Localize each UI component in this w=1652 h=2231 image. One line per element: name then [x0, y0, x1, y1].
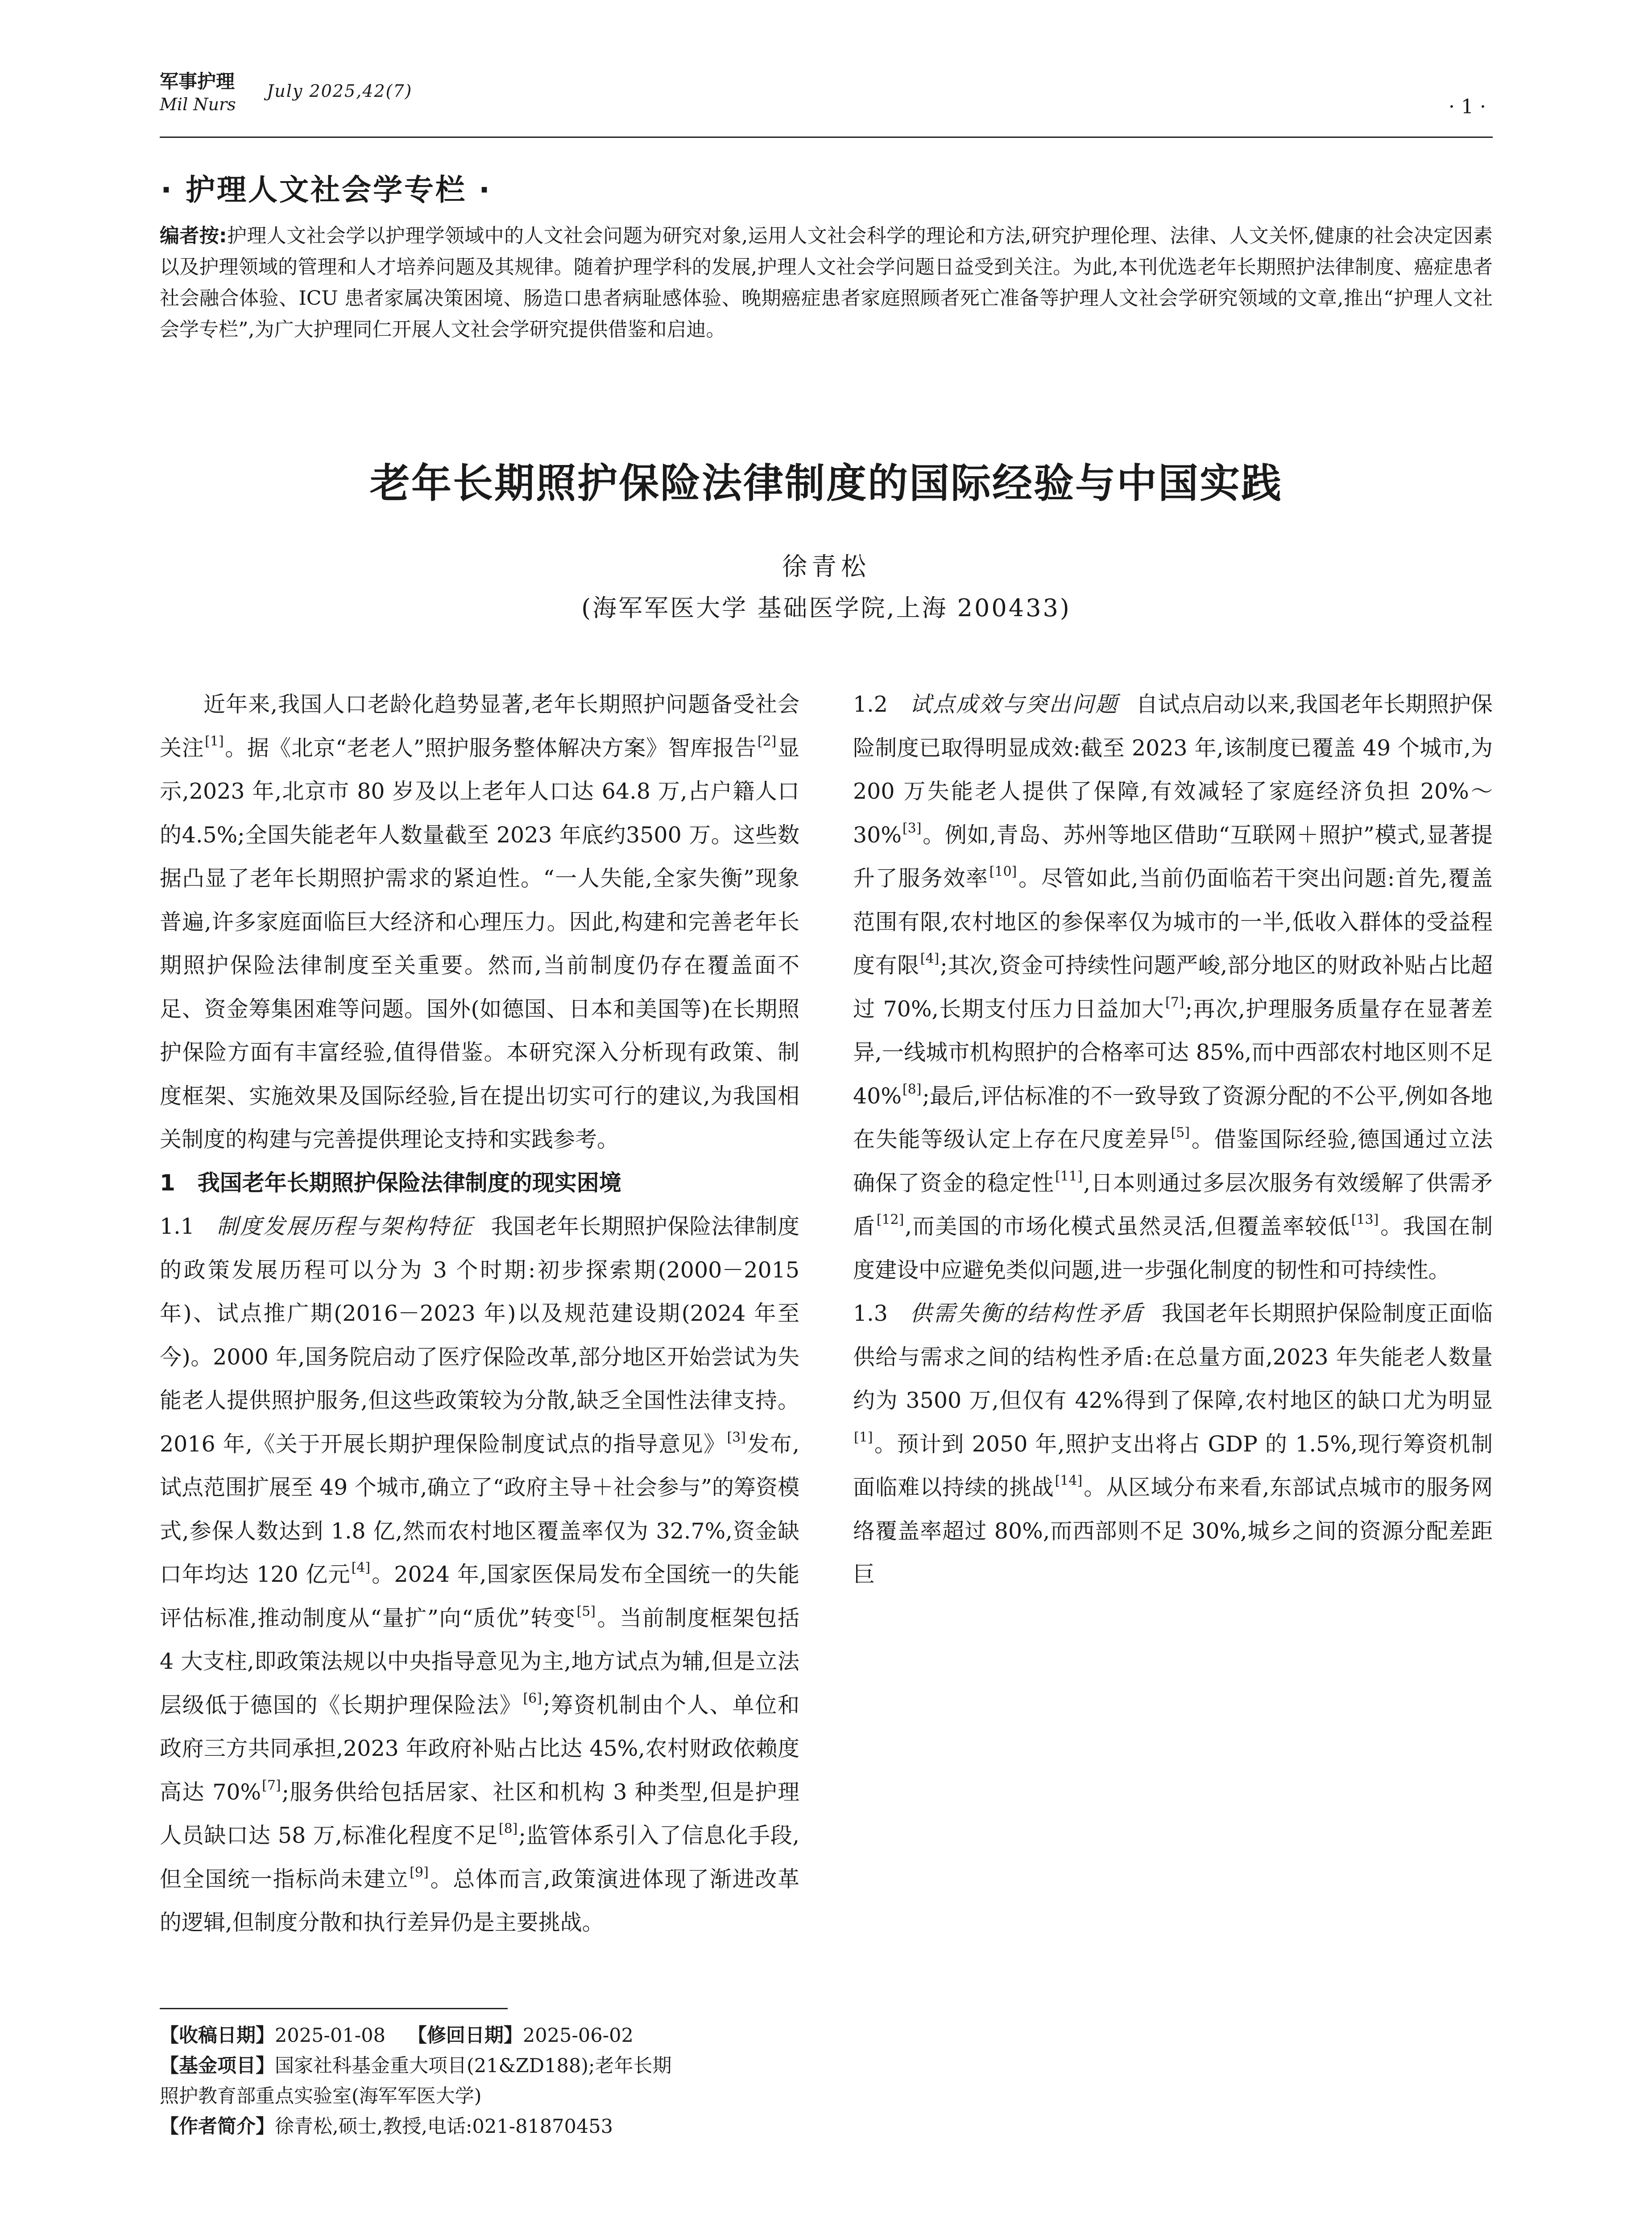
column-title: · 护理人文社会学专栏 ·	[161, 173, 492, 207]
text-run: 我国老年长期照护保险法律制度的政策发展历程可以分为 3 个时期:初步探索期(2000－2015 年)、试点推广期(2016－2023 年)以及规范建设期(2024 年至今)。2000 年,国务院启动了医疗保险改革,部分地区开始尝试为失能老人提供照护服务,但这些政策较为分散,缺乏全国性法律支持。2016 年,《关于开展长期护理保险制度试点的指导意见》	[160, 1214, 799, 1457]
text-run: 。从区域分布来看,东部试点城市的服务网络覆盖率超过 80%,而西部则不足 30%,城乡之间的资源分配差距巨	[853, 1475, 1493, 1587]
text-run: ,日本则通过多层次服务有效缓解了供需矛盾	[853, 1170, 1493, 1239]
citation-ref: [2]	[757, 733, 777, 749]
text-run: 。尽管如此,当前仍面临若干突出问题:首先,覆盖范围有限,农村地区的参保率仅为城市的一半,低收入群体的受益程度有限	[853, 866, 1493, 978]
section-number: 1	[160, 1169, 175, 1196]
text-run: 我国老年长期照护保险制度正面临供给与需求之间的结构性矛盾:在总量方面,2023 年失能老人数量约为 3500 万,但仅有 42%得到了保障,农村地区的缺口尤为明显	[853, 1301, 1493, 1413]
revised-date: 2025-06-02	[522, 2024, 633, 2047]
text-run: 显示,2023 年,北京市 80 岁及以上老年人口达 64.8 万,占户籍人口的4.5%;全国失能老年人数量截至 2023 年底约3500 万。这些数据凸显了老年长期照护需求的紧迫性。“一人失能,全家失衡”现象普遍,许多家庭面临巨大经济和心理压力。因此,构建和完善老年长期照护保险法律制度至关重要。然而,当前制度仍存在覆盖面不足、资金筹集困难等问题。国外(如德国、日本和美国等)在长期照护保险方面有丰富经验,值得借鉴。本研究深入分析现有政策、制度框架、实施效果及国际经验,旨在提出切实可行的建议,为我国相关制度的构建与完善提供理论支持和实践参考。	[160, 735, 799, 1152]
text-run: 。借鉴国际经验,德国通过立法确保了资金的稳定性	[853, 1127, 1493, 1196]
text-run: ;再次,护理服务质量存在显著差异,一线城市机构照护的合格率可达 85%,而中西部农村地区则不足 40%	[853, 996, 1493, 1109]
journal-name-en: Mil Nurs	[160, 95, 236, 114]
citation-ref: [7]	[262, 1777, 281, 1793]
citation-ref: [12]	[876, 1212, 904, 1227]
citation-ref: [5]	[1171, 1125, 1190, 1140]
citation-ref: [4]	[351, 1560, 371, 1576]
citation-ref: [1]	[854, 1429, 873, 1445]
citation-ref: [5]	[576, 1603, 596, 1619]
text-run: 。例如,青岛、苏州等地区借助“互联网＋照护”模式,显著提升了服务效率	[853, 822, 1493, 891]
subsection-title: 供需失衡的结构性矛盾	[909, 1301, 1144, 1326]
issue-info: July 2025,42(7)	[267, 81, 413, 101]
text-run: 。预计到 2050 年,照护支出将占 GDP 的 1.5%,现行筹资机制面临难以持续的挑战	[853, 1431, 1493, 1500]
subsection-number: 1.2	[853, 692, 888, 717]
subsection-title: 制度发展历程与架构特征	[216, 1214, 474, 1239]
citation-ref: [3]	[902, 820, 922, 836]
footnote-fund-cont: 照护教育部重点实验室(海军军医大学)	[160, 2085, 482, 2107]
fund-text: 国家社科基金重大项目(21&ZD188);老年长期	[275, 2055, 672, 2077]
text-run: ;其次,资金可持续性问题严峻,部分地区的财政补贴占比超过 70%,长期支付压力日益加大	[853, 953, 1493, 1022]
citation-ref: [8]	[902, 1081, 922, 1097]
editor-note-text: 护理人文社会学以护理学领域中的人文社会问题为研究对象,运用人文社会科学的理论和方法,研究护理伦理、法律、人文关怀,健康的社会决定因素以及护理领域的管理和人才培养问题及其规律。随着护理学科的发展,护理人文社会学问题日益受到关注。为此,本刊优选老年长期照护法律制度、癌症患者社会融合体验、ICU 患者家属决策困境、肠造口患者病耻感体验、晚期癌症患者家庭照顾者死亡准备等护理人文社会学研究领域的文章,推出“护理人文社会学专栏”,为广大护理同仁开展人文社会学研究提供借鉴和启迪。	[160, 224, 1493, 341]
subsection-1-1	[160, 1205, 799, 1945]
article-title: 老年长期照护保险法律制度的国际经验与中国实践	[370, 460, 1283, 507]
citation-ref: [13]	[1351, 1212, 1379, 1227]
subsection-1-2	[853, 683, 1493, 1292]
text-run: 自试点启动以来,我国老年长期照护保险制度已取得明显成效:截至 2023 年,该制度已覆盖 49 个城市,为 200 万失能老人提供了保障,有效减轻了家庭经济负担 20%～30%	[853, 692, 1493, 848]
body-column-right	[853, 683, 1493, 1597]
footnote-dates	[160, 2020, 799, 2051]
fund-label: 【基金项目】	[160, 2055, 275, 2077]
citation-ref: [1]	[205, 733, 224, 749]
footnote-author	[160, 2111, 799, 2142]
text-run: ;筹资机制由个人、单位和政府三方共同承担,2023 年政府补贴占比达 45%,农村财政依赖度高达 70%	[160, 1692, 799, 1805]
page-number: · 1 ·	[1449, 95, 1486, 118]
text-run: ;最后,评估标准的不一致导致了资源分配的不公平,例如各地在失能等级认定上存在尺度差异	[853, 1083, 1493, 1152]
text-run: 发布,试点范围扩展至 49 个城市,确立了“政府主导＋社会参与”的筹资模式,参保人数达到 1.8 亿,然而农村地区覆盖率仅为 32.7%,资金缺口年均达 120 亿元	[160, 1431, 799, 1587]
citation-ref: [11]	[1055, 1168, 1083, 1184]
footnotes	[160, 2020, 799, 2142]
author-name: 徐青松	[782, 552, 870, 581]
subsection-number: 1.1	[160, 1214, 195, 1239]
text-run: 近年来,我国人口老龄化趋势显著,老年长期照护问题备受社会关注	[160, 692, 799, 761]
citation-ref: [4]	[920, 951, 940, 966]
citation-ref: [14]	[1055, 1473, 1083, 1489]
footnote-fund	[160, 2051, 799, 2081]
journal-name-cn: 军事护理	[160, 70, 235, 92]
text-run: ;服务供给包括居家、社区和机构 3 种类型,但是护理人员缺口达 58 万,标准化程度不足	[160, 1779, 799, 1848]
citation-ref: [8]	[498, 1821, 518, 1837]
citation-ref: [3]	[727, 1429, 746, 1445]
received-label: 【收稿日期】	[160, 2024, 275, 2047]
citation-ref: [6]	[523, 1690, 542, 1706]
revised-label: 【修回日期】	[407, 2024, 523, 2047]
footnote-rule	[160, 2008, 508, 2009]
body-column-left	[160, 683, 799, 1945]
editor-note-label: 编者按:	[160, 224, 227, 247]
author-label: 【作者简介】	[160, 2115, 275, 2138]
intro-paragraph	[160, 683, 799, 1161]
text-run: ,而美国的市场化模式虽然灵活,但覆盖率较低	[905, 1214, 1350, 1239]
subsection-number: 1.3	[853, 1301, 888, 1326]
author-bio: 徐青松,硕士,教授,电话:021-81870453	[275, 2115, 613, 2138]
header-rule	[160, 137, 1493, 138]
text-run: 。据《北京“老老人”照护服务整体解决方案》智库报告	[224, 735, 757, 761]
text-run: 。2024 年,国家医保局发布全国统一的失能评估标准,推动制度从“量扩”向“质优”转变	[160, 1562, 799, 1631]
text-run: 。总体而言,政策演进体现了渐进改革的逻辑,但制度分散和执行差异仍是主要挑战。	[160, 1866, 799, 1935]
section-heading-1	[160, 1161, 799, 1205]
text-run: 。我国在制度建设中应避免类似问题,进一步强化制度的韧性和可持续性。	[853, 1214, 1493, 1283]
text-run: ;监管体系引入了信息化手段,但全国统一指标尚未建立	[160, 1823, 800, 1892]
citation-ref: [9]	[410, 1864, 429, 1880]
subsection-1-3	[853, 1292, 1493, 1597]
text-run: 。当前制度框架包括 4 大支柱,即政策法规以中央指导意见为主,地方试点为辅,但是立法层级低于德国的《长期护理保险法》	[160, 1605, 799, 1718]
citation-ref: [10]	[989, 864, 1017, 879]
subsection-title: 试点成效与突出问题	[909, 692, 1119, 717]
affiliation: (海军军医大学 基础医学院,上海 200433)	[581, 594, 1071, 622]
section-title: 我国老年长期照护保险法律制度的现实困境	[197, 1169, 621, 1196]
editor-note	[160, 220, 1493, 345]
citation-ref: [7]	[1165, 994, 1184, 1010]
received-date: 2025-01-08	[275, 2024, 385, 2047]
